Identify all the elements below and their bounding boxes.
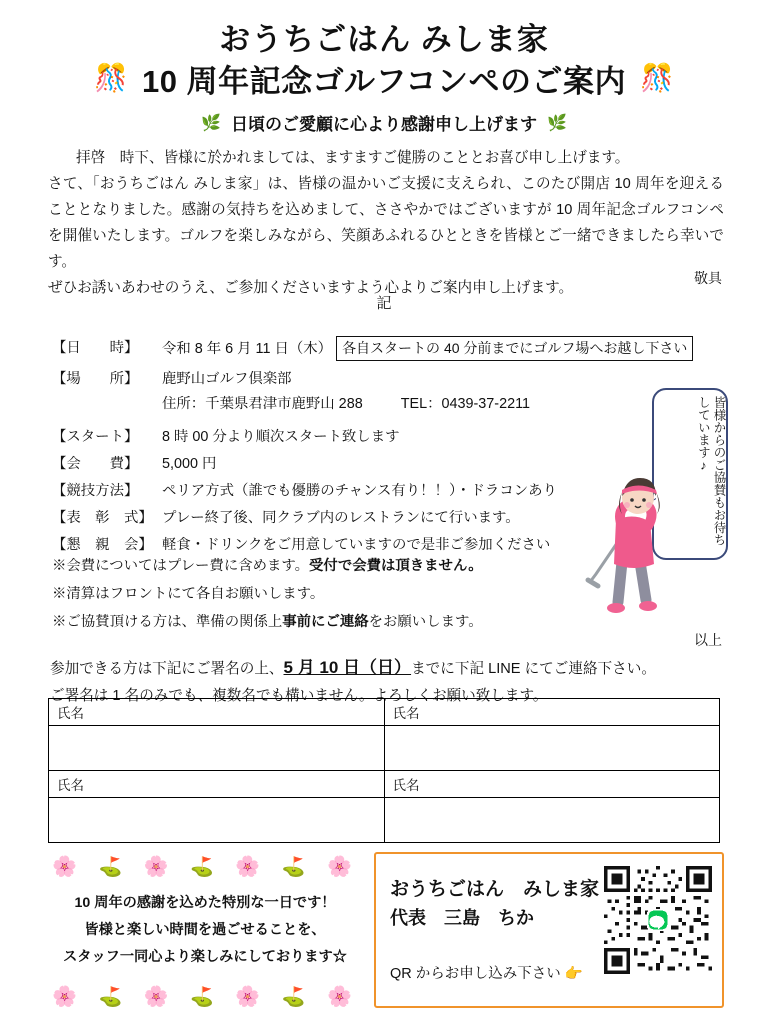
party-popper-icon-right: 🎊 xyxy=(640,63,674,93)
detail-label-datetime: 【日 時】 xyxy=(52,340,139,356)
detail-value-format: ペリア方式（誰でも優勝のチャンス有り！！）・ドラコンあり xyxy=(162,483,557,499)
qr-panel-representative: 代表 三島 ちか xyxy=(390,908,534,928)
arrival-note-box: 各自スタートの 40 分前までにゴルフ場へお越し下さい xyxy=(336,336,693,361)
note-1 xyxy=(52,552,672,580)
detail-value-datetime xyxy=(162,336,712,361)
detail-label-start: 【スタート】 xyxy=(52,429,139,445)
gratitude-row xyxy=(0,110,768,135)
golf-flag-icon: ⛳ xyxy=(281,856,306,878)
gratitude-text: 日頃のご愛顧に心より感謝申し上げます xyxy=(231,115,537,134)
flower-icon: 🌸 xyxy=(327,986,352,1008)
signature-field-left-2[interactable] xyxy=(49,798,385,843)
venue-name: 鹿野山ゴルフ倶楽部 xyxy=(162,371,292,387)
closing-message-line-3: スタッフ一同心より楽しみにしております☆ xyxy=(63,948,347,965)
detail-label-venue: 【場 所】 xyxy=(52,371,139,387)
detail-value-award: プレー終了後、同クラブ内のレストランにて行います。 xyxy=(162,510,520,526)
ijou-closing: 以上 xyxy=(694,632,722,648)
leaf-icon-right: 🌿 xyxy=(547,114,567,132)
datetime-text: 令和 8 年 6 月 11 日（木） xyxy=(162,341,333,357)
golf-flag-icon: ⛳ xyxy=(190,856,214,878)
notes-block xyxy=(52,552,672,636)
page-title: おうちごはん みしま家 xyxy=(219,22,549,57)
greeting-paragraph-2: さて、「おうちごはん みしま家」は、皆様の温かいご支援に支えられ、このたび開店 10 周年を迎えることとなりました。感謝の気持ちを込めまして、ささやかではございますが 10 周年記念ゴルフコンペを開催いたします。ゴルフを楽しみながら、笑顔あふれるひとときを皆様とご一緒できましたら幸いです。 xyxy=(48,175,724,270)
signature-table[interactable] xyxy=(48,698,720,843)
detail-value-start: 8 時 00 分より順次スタート致します xyxy=(162,429,400,445)
detail-value-fee: 5,000 円 xyxy=(162,456,217,472)
keigu-closing: 敬具 xyxy=(694,270,722,286)
flower-icon: 🌸 xyxy=(143,856,169,878)
closing-message xyxy=(40,890,370,971)
flower-icon: 🌸 xyxy=(143,986,169,1008)
note-1-emphasis: 受付で会費は頂きません。 xyxy=(309,558,483,574)
detail-value-venue xyxy=(162,367,712,419)
signature-header-right-1: 氏名 xyxy=(384,699,720,726)
golf-flag-icon: ⛳ xyxy=(98,986,123,1008)
entry-line-1-pre: 参加できる方は下記にご署名の上、 xyxy=(50,661,284,677)
entry-line-2: ご署名は 1 名のみでも、複数名でも構いません。よろしくお願い致します。 xyxy=(50,688,548,705)
flower-icon: 🌸 xyxy=(52,986,77,1008)
qr-caption-text: QR からお申し込み下さい xyxy=(390,966,561,982)
note-1-text: ※会費についてはプレー費に含めます。 xyxy=(52,558,310,574)
qr-caption xyxy=(390,962,583,983)
golf-flag-icon: ⛳ xyxy=(281,986,306,1008)
qr-code-svg xyxy=(604,866,712,974)
flower-icon: 🌸 xyxy=(235,986,261,1008)
party-popper-icon-left: 🎊 xyxy=(94,63,128,93)
note-3-pre: ※ご協賛頂ける方は、準備の関係上 xyxy=(52,614,283,631)
venue-address-row xyxy=(162,392,712,413)
detail-label-format: 【競技方法】 xyxy=(52,483,139,499)
flower-icon: 🌸 xyxy=(52,856,77,878)
page-subtitle-main: 10 周年記念ゴルフコンペのご案内 xyxy=(141,64,627,99)
greeting-paragraph-3: ぜひお誘いあわせのうえ、ご参加くださいますよう心よりご案内申し上げます。 xyxy=(48,279,574,296)
detail-row-venue xyxy=(52,367,712,419)
table-row xyxy=(49,699,720,726)
note-3-post: をお願いします。 xyxy=(368,614,483,631)
table-row xyxy=(49,771,720,798)
qr-code-image[interactable] xyxy=(604,866,712,974)
flower-icon: 🌸 xyxy=(235,856,261,878)
table-row xyxy=(49,798,720,843)
ki-marker: 記 xyxy=(376,295,392,312)
detail-row-datetime xyxy=(52,336,712,361)
signature-field-right-2[interactable] xyxy=(384,798,720,843)
decor-row-bottom xyxy=(52,984,352,1009)
entry-line-1-post: までに下記 LINE にてご連絡下さい。 xyxy=(411,661,656,677)
greeting-block xyxy=(48,146,724,302)
pointing-hand-icon: 👉 xyxy=(564,966,583,982)
signature-header-right-2: 氏名 xyxy=(384,771,720,798)
note-3-emphasis: 事前にご連絡 xyxy=(282,614,369,631)
table-row xyxy=(49,726,720,771)
detail-label-fee: 【会 費】 xyxy=(52,456,139,472)
speech-bubble-text: 皆様からのご協賛もお待ちしています♪ xyxy=(696,396,726,546)
entry-line-1 xyxy=(50,652,730,683)
decor-row-top xyxy=(52,854,352,879)
golf-flag-icon: ⛳ xyxy=(190,986,214,1008)
note-2: ※清算はフロントにて各自お願いします。 xyxy=(52,586,325,603)
signature-header-left-1: 氏名 xyxy=(49,699,385,726)
greeting-paragraph-1: 拝啓 時下、皆様に於かれましては、ますますご健勝のこととお喜び申し上げます。 xyxy=(76,150,630,166)
qr-panel-shop-name: おうちごはん みしま家 xyxy=(390,879,600,900)
venue-address: 住所：千葉県君津市鹿野山 288 xyxy=(162,396,363,412)
closing-message-line-2: 皆様と楽しい時間を過ごせることを、 xyxy=(84,921,326,938)
detail-row-start xyxy=(52,425,712,446)
leaf-icon-left: 🌿 xyxy=(201,114,221,132)
title-secondary-row xyxy=(0,56,768,101)
signature-field-right-1[interactable] xyxy=(384,726,720,771)
closing-message-line-1: 10 周年の感謝を込めた特別な一日です！ xyxy=(74,895,336,911)
note-3 xyxy=(52,608,672,636)
signature-field-left-1[interactable] xyxy=(49,726,385,771)
detail-label-party: 【懇 親 会】 xyxy=(52,537,153,553)
venue-telephone: TEL：0439-37-2211 xyxy=(400,396,531,412)
entry-deadline-date: 5 月 10 日（日） xyxy=(283,658,412,677)
signature-header-left-2: 氏名 xyxy=(49,771,385,798)
detail-label-award: 【表 彰 式】 xyxy=(52,510,153,526)
detail-value-party: 軽食・ドリンクをご用意していますので是非ご参加ください xyxy=(162,537,551,553)
golf-flag-icon: ⛳ xyxy=(98,856,123,878)
flower-icon: 🌸 xyxy=(327,856,352,878)
